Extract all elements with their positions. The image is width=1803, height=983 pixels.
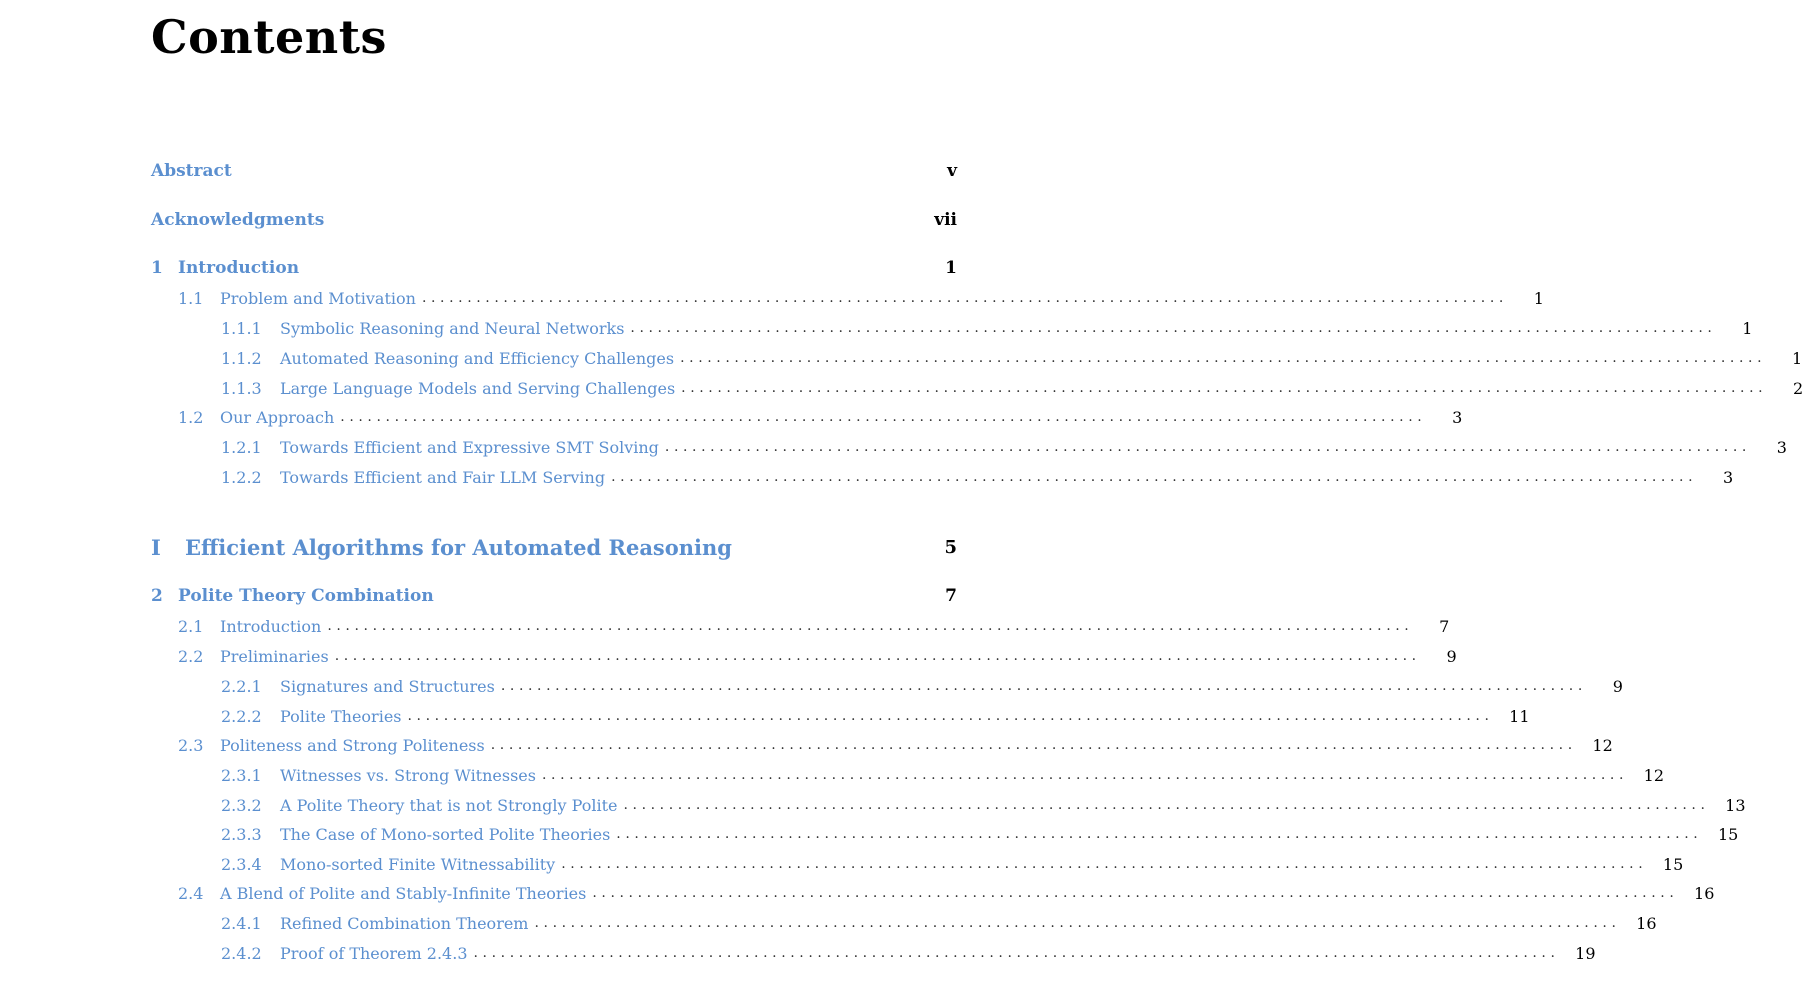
toc-entry-number: 2.3.2 bbox=[221, 795, 262, 815]
toc-entry-page: 5 bbox=[944, 536, 957, 558]
toc-entry-number: 2.4.2 bbox=[221, 943, 262, 963]
dot-leader: ........................................................................................................................ bbox=[407, 708, 1494, 724]
toc-entry-label[interactable]: Signatures and Structures bbox=[280, 676, 495, 696]
toc-entry-label[interactable]: Preliminaries bbox=[220, 646, 329, 666]
toc-entry-page: 15 bbox=[1662, 854, 1684, 874]
toc-entry-page: 13 bbox=[1725, 795, 1746, 815]
toc-entry-label[interactable]: Abstract bbox=[151, 161, 232, 181]
toc-entry-label[interactable]: Automated Reasoning and Efficiency Challenges bbox=[280, 348, 675, 368]
toc-entry[interactable] bbox=[151, 911, 1657, 935]
dot-leader: ........................................................................................................................ bbox=[490, 737, 1577, 753]
dot-leader: ........................................................................................................................ bbox=[561, 856, 1648, 872]
toc-entry[interactable] bbox=[151, 881, 1715, 905]
toc-entry[interactable] bbox=[151, 941, 1596, 965]
toc-entry-number: 1.2 bbox=[178, 407, 204, 427]
toc-entry-label[interactable]: Large Language Models and Serving Challenges bbox=[280, 378, 676, 398]
toc-entry-number: 1.1 bbox=[178, 288, 204, 308]
toc-entry-page: 3 bbox=[1776, 437, 1787, 457]
toc-entry[interactable] bbox=[151, 376, 1803, 400]
toc-entry-number: 2.4 bbox=[178, 883, 204, 903]
toc-entry-label[interactable]: Introduction bbox=[220, 616, 322, 636]
dot-leader: ........................................................................................................................ bbox=[630, 320, 1717, 336]
toc-entry[interactable] bbox=[151, 674, 1623, 698]
toc-entry-page: 16 bbox=[1636, 913, 1657, 933]
toc-entry[interactable] bbox=[151, 614, 1450, 638]
toc-entry[interactable] bbox=[151, 208, 957, 232]
toc-entry-page: 3 bbox=[1722, 467, 1734, 487]
toc-entry-page: 2 bbox=[1793, 378, 1803, 398]
dot-leader: ........................................................................................................................ bbox=[664, 439, 1751, 455]
toc-entry-number: 1.1.2 bbox=[221, 348, 262, 368]
toc-entry-label[interactable]: Acknowledgments bbox=[151, 210, 325, 230]
toc-entry-page: 3 bbox=[1452, 407, 1463, 427]
toc-entry[interactable] bbox=[151, 733, 1613, 757]
toc-entry[interactable] bbox=[151, 793, 1746, 817]
toc-entry-page: 1 bbox=[945, 258, 957, 278]
dot-leader: ........................................................................................................................ bbox=[421, 290, 1508, 306]
toc-entry-page: v bbox=[947, 161, 957, 181]
toc-entry-label[interactable]: Symbolic Reasoning and Neural Networks bbox=[280, 318, 625, 338]
toc-entry-page: 9 bbox=[1612, 676, 1623, 696]
toc-entry-label[interactable]: Problem and Motivation bbox=[220, 288, 416, 308]
toc-entry-page: vii bbox=[934, 210, 957, 230]
dot-leader: ........................................................................................................................ bbox=[500, 678, 1587, 694]
dot-leader: ........................................................................................................................ bbox=[592, 885, 1679, 901]
toc-entry-number: 2 bbox=[151, 586, 163, 606]
toc-entry-number: 2.3 bbox=[178, 735, 204, 755]
dot-leader: ........................................................................................................................ bbox=[623, 797, 1710, 813]
toc-entry-page: 11 bbox=[1509, 706, 1530, 726]
toc-entry-label[interactable]: Introduction bbox=[178, 258, 300, 278]
toc-entry-label[interactable]: Witnesses vs. Strong Witnesses bbox=[280, 765, 536, 785]
toc-entry[interactable] bbox=[151, 704, 1530, 728]
toc-entry-number: 2.4.1 bbox=[221, 913, 262, 933]
toc-entry[interactable] bbox=[151, 535, 957, 559]
toc-entry-label[interactable]: Our Approach bbox=[220, 407, 335, 427]
toc-entry-label[interactable]: A Polite Theory that is not Strongly Polite bbox=[280, 795, 618, 815]
toc-entry-number: I bbox=[151, 534, 161, 560]
dot-leader: ........................................................................................................................ bbox=[680, 350, 1767, 366]
toc-entry[interactable] bbox=[151, 159, 957, 183]
dot-leader: ........................................................................................................................ bbox=[616, 826, 1703, 842]
dot-leader: ........................................................................................................................ bbox=[334, 648, 1421, 664]
toc-entry-label[interactable]: Mono-sorted Finite Witnessability bbox=[280, 854, 556, 874]
toc-entry[interactable] bbox=[151, 644, 1457, 668]
toc-entry-number: 2.2 bbox=[178, 646, 204, 666]
toc-entry-number: 2.3.1 bbox=[221, 765, 262, 785]
toc-entry-number: 1.2.1 bbox=[221, 437, 262, 457]
page-title: Contents bbox=[151, 10, 387, 64]
toc-entry-label[interactable]: The Case of Mono-sorted Polite Theories bbox=[280, 824, 611, 844]
toc-entry-number: 2.2.1 bbox=[221, 676, 262, 696]
toc-entry-label[interactable]: Polite Theories bbox=[280, 706, 402, 726]
toc-entry-label[interactable]: Refined Combination Theorem bbox=[280, 913, 529, 933]
dot-leader: ........................................................................................................................ bbox=[340, 409, 1427, 425]
toc-entry-page: 9 bbox=[1446, 646, 1457, 666]
toc-entry[interactable] bbox=[151, 584, 957, 608]
toc-entry-page: 12 bbox=[1592, 735, 1613, 755]
toc-entry-number: 2.1 bbox=[178, 616, 204, 636]
toc-entry-number: 1.2.2 bbox=[221, 467, 262, 487]
toc-entry-label[interactable]: Efficient Algorithms for Automated Reasoning bbox=[185, 534, 732, 560]
toc-entry-number: 2.2.2 bbox=[221, 706, 262, 726]
dot-leader: ........................................................................................................................ bbox=[611, 469, 1698, 485]
toc-entry-number: 1.1.1 bbox=[221, 318, 262, 338]
toc-entry[interactable] bbox=[151, 256, 957, 280]
toc-entry-label[interactable]: Proof of Theorem 2.4.3 bbox=[280, 943, 468, 963]
toc-entry-number: 1.1.3 bbox=[221, 378, 262, 398]
toc-entry-page: 1 bbox=[1742, 318, 1753, 338]
toc-entry-page: 19 bbox=[1575, 943, 1596, 963]
toc-entry-number: 2.3.4 bbox=[221, 854, 262, 874]
toc-entry[interactable] bbox=[151, 763, 1665, 787]
toc-entry-number: 2.3.3 bbox=[221, 824, 262, 844]
toc-entry[interactable] bbox=[151, 286, 1544, 310]
toc-entry-page: 7 bbox=[1439, 616, 1450, 636]
toc-entry-page: 1 bbox=[1533, 288, 1544, 308]
toc-entry-label[interactable]: Towards Efficient and Fair LLM Serving bbox=[280, 467, 606, 487]
toc-entry-page: 1 bbox=[1791, 348, 1803, 368]
toc-entry-label[interactable]: Polite Theory Combination bbox=[178, 586, 434, 606]
toc-entry[interactable] bbox=[151, 405, 1463, 429]
toc-entry[interactable] bbox=[151, 852, 1684, 876]
toc-entry-label[interactable]: Politeness and Strong Politeness bbox=[220, 735, 485, 755]
toc-entry-label[interactable]: Towards Efficient and Expressive SMT Solving bbox=[280, 437, 659, 457]
toc-entry-page: 7 bbox=[945, 586, 957, 606]
toc-entry[interactable] bbox=[151, 465, 1734, 489]
dot-leader: ........................................................................................................................ bbox=[534, 915, 1621, 931]
toc-entry-page: 12 bbox=[1643, 765, 1665, 785]
toc-entry-label[interactable]: A Blend of Polite and Stably-Infinite Theories bbox=[220, 883, 587, 903]
dot-leader: ........................................................................................................................ bbox=[681, 380, 1768, 396]
dot-leader: ........................................................................................................................ bbox=[473, 945, 1560, 961]
toc-entry[interactable] bbox=[151, 822, 1739, 846]
toc-entry[interactable] bbox=[151, 346, 1803, 370]
toc-entry[interactable] bbox=[151, 435, 1787, 459]
toc-entry-page: 16 bbox=[1694, 883, 1715, 903]
toc-entry[interactable] bbox=[151, 316, 1753, 340]
dot-leader: ........................................................................................................................ bbox=[541, 767, 1629, 783]
toc-entry-number: 1 bbox=[151, 258, 163, 278]
dot-leader: ........................................................................................................................ bbox=[327, 618, 1414, 634]
toc-entry-page: 15 bbox=[1717, 824, 1739, 844]
